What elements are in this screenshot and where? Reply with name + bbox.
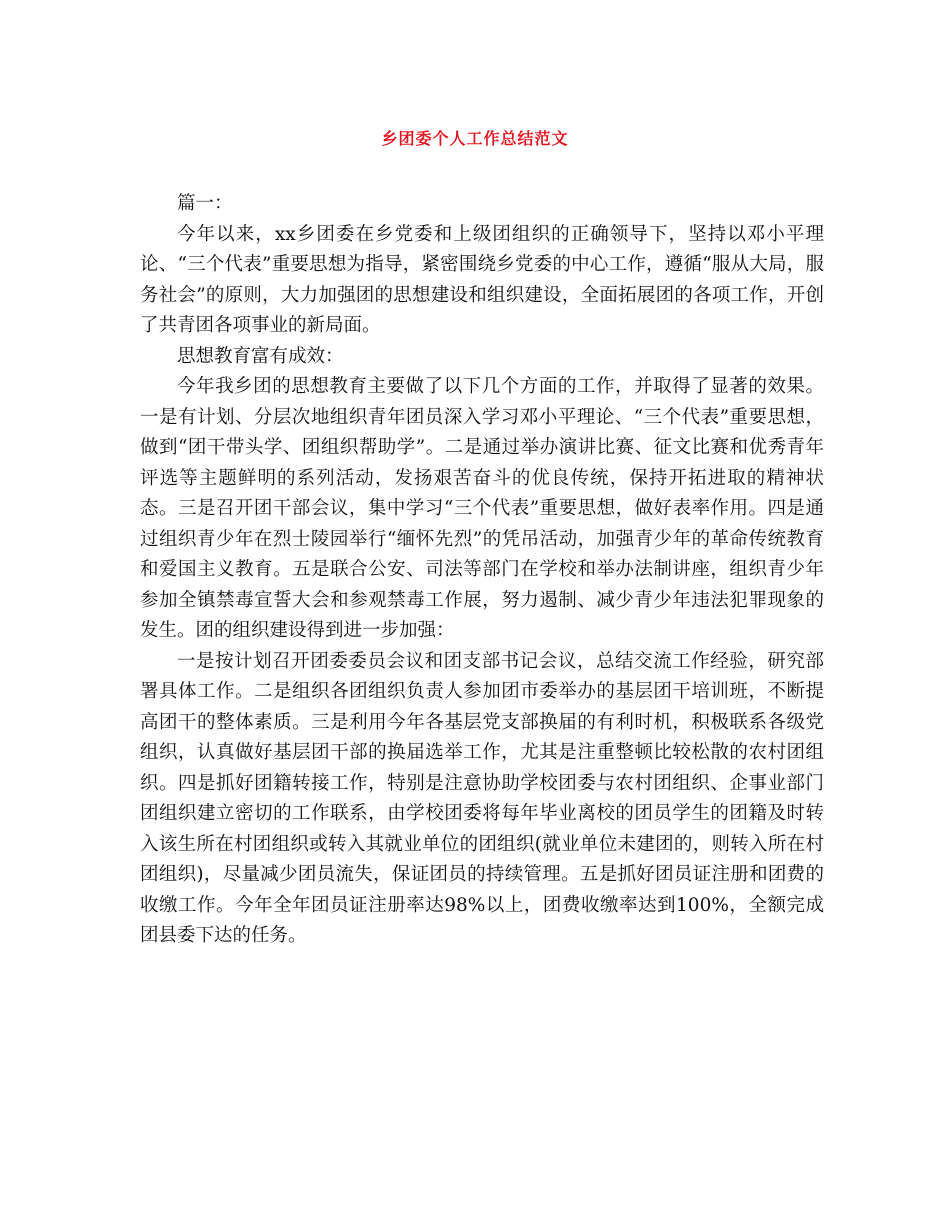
paragraph-intro: 今年以来，xx乡团委在乡党委和上级团组织的正确领导下，坚持以邓小平理论、“三个代表”重要思想为指导，紧密围绕乡党委的中心工作，遵循“服从大局，服务社会”的原则，大力加强团的思想建设和组织建设，全面拓展团的各项工作，开创了共青团各项事业的新局面。 bbox=[140, 223, 824, 336]
document-body bbox=[140, 189, 824, 952]
document-title: 乡团委个人工作总结范文 bbox=[381, 129, 569, 148]
paragraph-ideological-education: 今年我乡团的思想教育主要做了以下几个方面的工作，并取得了显著的效果。一是有计划、分层次地组织青年团员深入学习邓小平理论、“三个代表”重要思想，做到“团干带头学、团组织帮助学”。二是通过举办演讲比赛、征文比赛和优秀青年评选等主题鲜明的系列活动，发扬艰苦奋斗的优良传统，保持开拓进取的精神状态。三是召开团干部会议，集中学习“三个代表”重要思想，做好表率作用。四是通过组织青少年在烈士陵园举行“缅怀先烈”的凭吊活动，加强青少年的革命传统教育和爱国主义教育。五是联合公安、司法等部门在学校和举办法制讲座，组织青少年参加全镇禁毒宣誓大会和参观禁毒工作展，努力遏制、减少青少年违法犯罪现象的发生。团的组织建设得到进一步加强： bbox=[140, 376, 824, 641]
paragraph-organization-building: 一是按计划召开团委委员会议和团支部书记会议，总结交流工作经验，研究部署具体工作。二是组织各团组织负责人参加团市委举办的基层团干培训班，不断提高团干的整体素质。三是利用今年各基层党支部换届的有利时机，积极联系各级党组织，认真做好基层团干部的换届选举工作，尤其是注重整顿比较松散的农村团组织。四是抓好团籍转接工作，特别是注意协助学校团委与农村团组织、企事业部门团组织建立密切的工作联系，由学校团委将每年毕业离校的团员学生的团籍及时转入该生所在村团组织或转入其就业单位的团组织(就业单位未建团的，则转入所在村团组织)，尽量减少团员流失，保证团员的持续管理。五是抓好团员证注册和团费的收缴工作。今年全年团员证注册率达98%以上，团费收缴率达到100%，全额完成团县委下达的任务。 bbox=[140, 650, 824, 946]
paragraph-heading-part-one: 篇一： bbox=[177, 193, 233, 214]
paragraph-section-heading: 思想教育富有成效： bbox=[177, 345, 344, 367]
